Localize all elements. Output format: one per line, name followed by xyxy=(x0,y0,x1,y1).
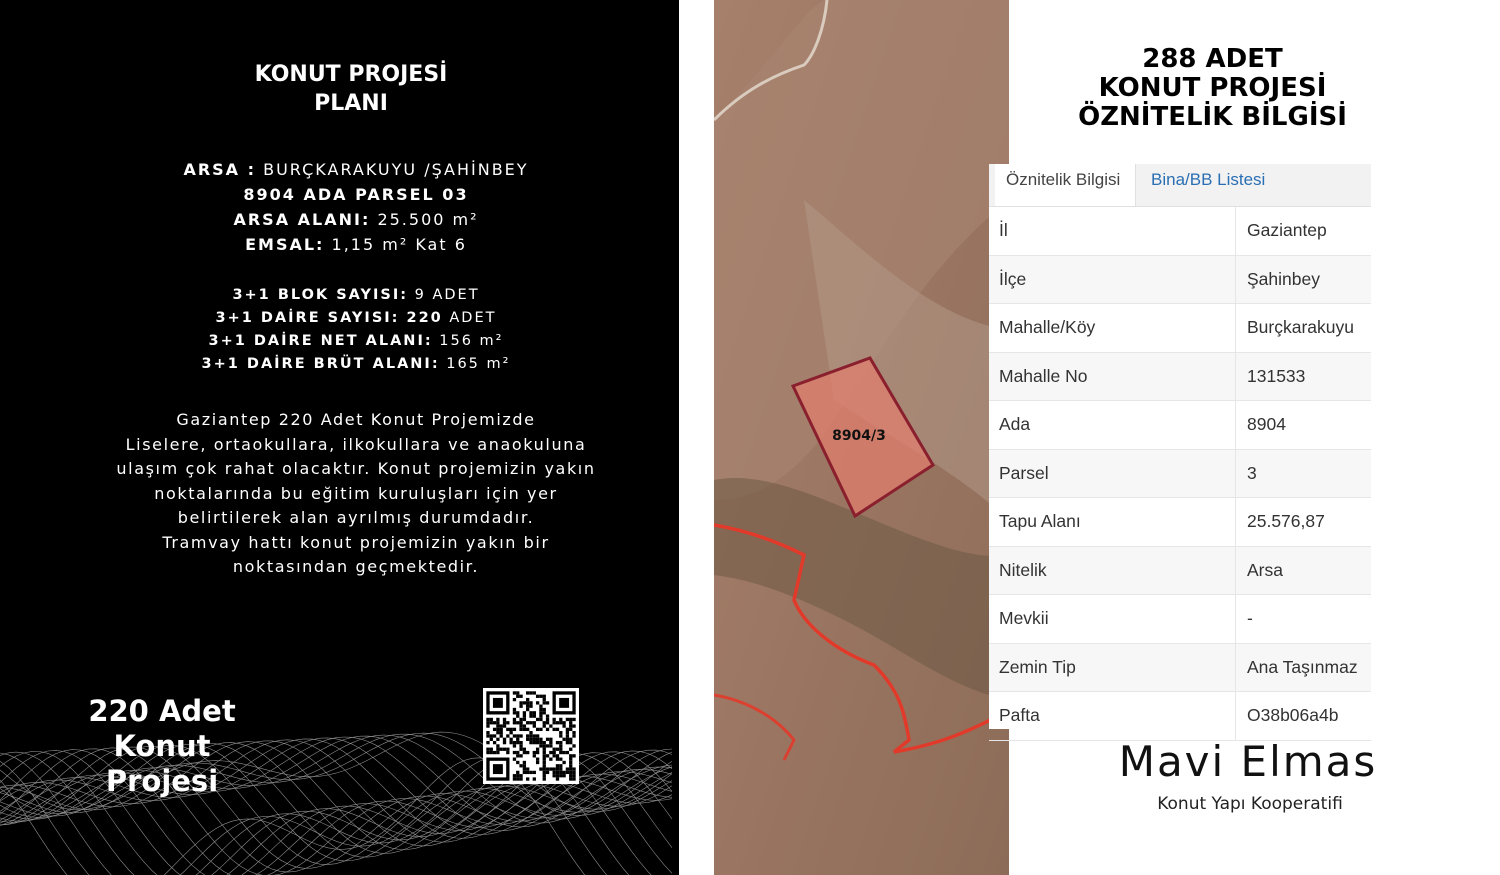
unit-specs xyxy=(60,284,652,376)
attribute-rows xyxy=(989,207,1371,741)
table-row: Tapu Alanı 25.576,87 xyxy=(989,498,1371,547)
arsa-line: ARSA : BURÇKARAKUYU /ŞAHİNBEY xyxy=(183,160,529,179)
parcel-label: 8904/3 xyxy=(832,428,886,444)
table-row: Mevkii - xyxy=(989,595,1371,644)
attribute-table xyxy=(989,164,1371,729)
land-specs xyxy=(60,157,652,257)
daire-sayisi-line: 3+1 DAİRE SAYISI: 220 ADET xyxy=(215,310,497,326)
tab-oznitelik-bilgisi[interactable]: Öznitelik Bilgisi xyxy=(995,164,1136,206)
table-row: Nitelik Arsa xyxy=(989,547,1371,596)
table-row: İl Gaziantep xyxy=(989,207,1371,256)
table-row: Parsel 3 xyxy=(989,450,1371,499)
tab-bina-bb-listesi[interactable]: Bina/BB Listesi xyxy=(1151,170,1266,189)
brand-logo: Mavi Elmas xyxy=(1118,737,1378,786)
qr-code-icon[interactable] xyxy=(483,688,579,784)
table-row: Zemin Tip Ana Taşınmaz xyxy=(989,644,1371,693)
tab-bar xyxy=(989,164,1371,207)
attribute-title: 288 ADET KONUT PROJESİ ÖZNİTELİK BİLGİSİ xyxy=(1078,44,1347,132)
arsa-alani-line: ARSA ALANI: 25.500 m² xyxy=(233,210,479,229)
project-description: Gaziantep 220 Adet Konut Projemizde Liselere, ortaokullara, ilkokullara ve anaokuluna ulaşım çok rahat olacaktır. Konut projemizin yakın noktalarında bu eğitim kuruluşları için yer belirtilerek alan ayrılmış durumdadır. Tramvay hattı konut projemizin yakın bir noktasından geçmektedir. xyxy=(116,410,596,576)
table-row: Mahalle No 131533 xyxy=(989,353,1371,402)
daire-brut-alani-line: 3+1 DAİRE BRÜT ALANI: 165 m² xyxy=(201,356,511,372)
brand-subtitle: Konut Yapı Kooperatifi xyxy=(1157,794,1343,814)
table-row: Mahalle/Köy Burçkarakuyu xyxy=(989,304,1371,353)
table-row: Pafta O38b06a4b xyxy=(989,692,1371,741)
ada-parsel-line: 8904 ADA PARSEL 03 xyxy=(243,185,469,204)
project-plan-panel xyxy=(0,0,679,875)
emsal-line: EMSAL: 1,15 m² Kat 6 xyxy=(245,235,467,254)
blok-sayisi-line: 3+1 BLOK SAYISI: 9 ADET xyxy=(232,287,480,303)
table-row: Ada 8904 xyxy=(989,401,1371,450)
table-row: İlçe Şahinbey xyxy=(989,256,1371,305)
daire-net-alani-line: 3+1 DAİRE NET ALANI: 156 m² xyxy=(208,333,504,349)
project-badge: 220 Adet Konut Projesi xyxy=(88,694,236,798)
plan-title: KONUT PROJESİ PLANI xyxy=(254,62,448,116)
aerial-parcel-map xyxy=(714,0,1009,875)
